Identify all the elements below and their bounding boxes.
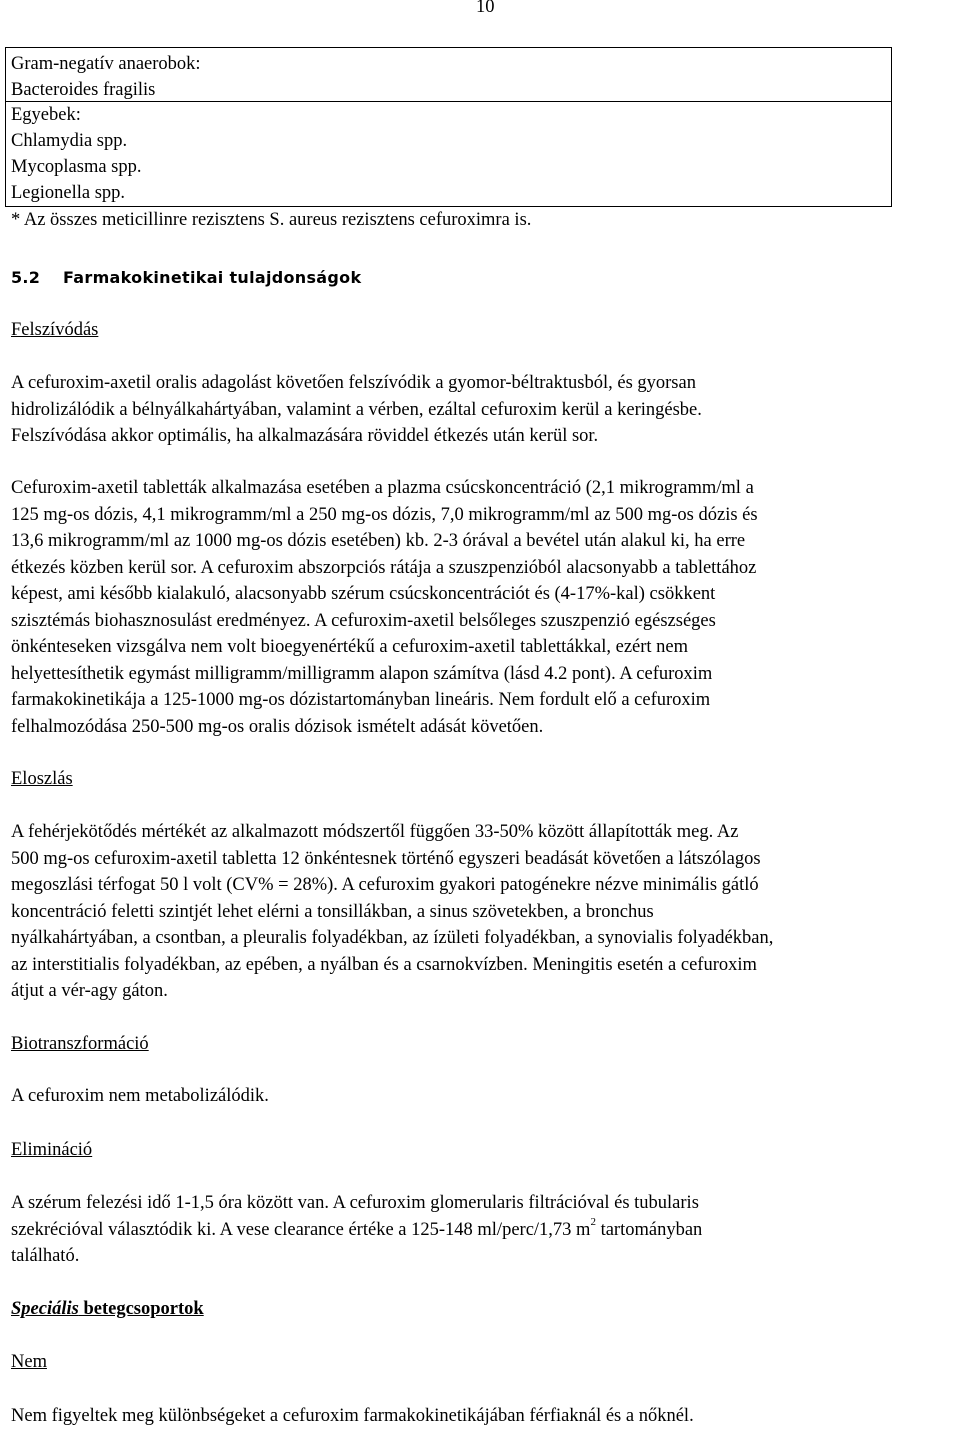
absorption-heading: Felszívódás bbox=[11, 320, 99, 340]
text-line: található. bbox=[11, 1246, 80, 1266]
special-populations-heading bbox=[11, 1296, 204, 1323]
table-group-heading: Egyebek: bbox=[11, 105, 81, 125]
distribution-paragraph bbox=[11, 819, 956, 1005]
text-line: A cefuroxim-axetil oralis adagolást követően felszívódik a gyomor-béltraktusból, és gyorsan bbox=[11, 373, 696, 393]
text-segment: tartományban bbox=[595, 1219, 703, 1240]
text-line: A szérum felezési idő 1-1,5 óra között van. A cefuroxim glomerularis filtrációval és tubularis bbox=[11, 1193, 699, 1213]
heading-italic-part: Speciális bbox=[11, 1299, 79, 1319]
biotransformation-heading: Biotranszformáció bbox=[11, 1034, 149, 1054]
text-segment: szekrécióval választódik ki. A vese clearance értéke a 125-148 ml/perc/1,73 m bbox=[11, 1219, 591, 1240]
text-line: hidrolizálódik a bélnyálkahártyában, valamint a vérben, ezáltal cefuroxim kerül a keringésbe. bbox=[11, 399, 702, 420]
text-line: 13,6 mikrogramm/ml az 1000 mg-os dózis esetében) kb. 2-3 órával a bevétel után alakul ki, ha erre bbox=[11, 531, 746, 551]
heading-rest: betegcsoportok bbox=[78, 1299, 204, 1319]
section-heading bbox=[11, 265, 361, 292]
gender-text: Nem figyeltek meg különbségeket a cefuroxim farmakokinetikájában férfiaknál és a nőknél. bbox=[11, 1406, 694, 1426]
table-item: Chlamydia spp. bbox=[11, 131, 128, 151]
absorption-paragraph-1 bbox=[11, 370, 956, 450]
text-line: képest, ami később kialakuló, alacsonyabb szérum csúcskoncentrációt és (4-17%-kal) csökkent bbox=[11, 584, 716, 604]
table-item: Mycoplasma spp. bbox=[11, 157, 142, 177]
text-line: önkénteseken vizsgálva nem volt bioegyenértékű a cefuroxim-axetil tablettákkal, ezért nem bbox=[11, 637, 689, 657]
organism-table bbox=[5, 47, 892, 207]
text-line: felhalmozódása 250-500 mg-os oralis dózisok ismételt adását követően. bbox=[11, 716, 544, 737]
text-line bbox=[11, 1217, 956, 1244]
section-title: Farmakokinetikai tulajdonságok bbox=[63, 268, 362, 287]
text-line: az interstitialis folyadékban, az epében, a nyálban és a csarnokvízben. Meningitis esetén a cefuroxim bbox=[11, 954, 757, 975]
table-row-others bbox=[6, 102, 891, 206]
text-line: 125 mg-os dózis, 4,1 mikrogramm/ml a 250 mg-os dózis, 7,0 mikrogramm/ml az 500 mg-os dózis és bbox=[11, 504, 758, 525]
absorption-paragraph-2 bbox=[11, 475, 956, 740]
text-line: A fehérjekötődés mértékét az alkalmazott módszertől függően 33-50% között állapították meg. Az bbox=[11, 822, 739, 842]
table-group-heading: Gram-negatív anaerobok: bbox=[11, 54, 201, 74]
text-line: farmakokinetikája a 125-1000 mg-os dózistartományban lineáris. Nem fordult elő a cefuroxim bbox=[11, 690, 711, 710]
text-line: étkezés közben kerül sor. A cefuroxim abszorpciós rátája a szuszpenzióból alacsonyabb a tablettához bbox=[11, 557, 757, 578]
table-footnote: * Az összes meticillinre rezisztens S. aureus rezisztens cefuroximra is. bbox=[11, 210, 532, 230]
elimination-paragraph bbox=[11, 1190, 956, 1270]
distribution-heading: Eloszlás bbox=[11, 769, 73, 789]
gender-subheading: Nem bbox=[11, 1352, 47, 1372]
table-item: Legionella spp. bbox=[11, 183, 126, 203]
text-line: Felszívódása akkor optimális, ha alkalmazására röviddel étkezés után kerül sor. bbox=[11, 426, 599, 446]
biotransformation-text: A cefuroxim nem metabolizálódik. bbox=[11, 1086, 269, 1106]
superscript: 2 bbox=[590, 1216, 596, 1229]
text-line: nyálkahártyában, a csontban, a pleuralis folyadékban, az ízületi folyadékban, a synovialis folyadékban, bbox=[11, 928, 774, 948]
text-line: szisztémás biohasznosulást eredményez. A cefuroxim-axetil belsőleges szuszpenzió egészséges bbox=[11, 610, 716, 631]
elimination-heading: Elimináció bbox=[11, 1140, 93, 1160]
page-number: 10 bbox=[476, 0, 495, 17]
text-line: átjut a vér-agy gáton. bbox=[11, 981, 168, 1001]
text-line: helyettesíthetik egymást milligramm/milligramm alapon számítva (lásd 4.2 pont). A cefuroxim bbox=[11, 663, 713, 684]
table-row-anaerobes bbox=[6, 48, 891, 102]
table-item: Bacteroides fragilis bbox=[11, 80, 156, 100]
text-line: 500 mg-os cefuroxim-axetil tabletta 12 önkéntesnek történő egyszeri beadását követően a látszólagos bbox=[11, 848, 761, 869]
text-line: Cefuroxim-axetil tabletták alkalmazása esetében a plazma csúcskoncentráció (2,1 mikrogramm/ml a bbox=[11, 478, 754, 498]
section-number: 5.2 bbox=[11, 268, 41, 287]
text-line: megoszlási térfogat 50 l volt (CV% = 28%). A cefuroxim gyakori patogénekre nézve minimális gátló bbox=[11, 875, 759, 895]
text-line: koncentráció feletti szintjét lehet elérni a tonsillákban, a sinus szövetekben, a bronchus bbox=[11, 901, 654, 922]
